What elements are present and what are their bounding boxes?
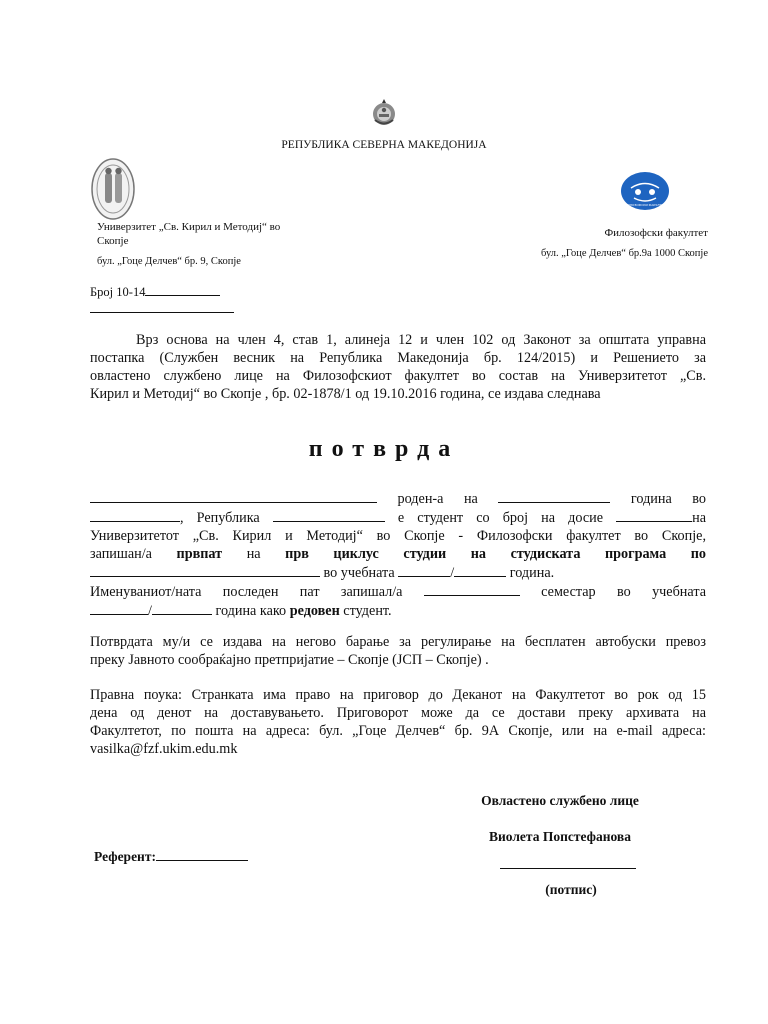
- intro-line: постапка (Службен весник на Република Македонија бр. 124/2015) и Решението за: [90, 350, 706, 366]
- cert-line-3: Универзитетот „Св. Кирил и Методиј“ во Скопје - Филозофски факултет во Скопје,: [90, 528, 706, 544]
- reference-label: Број 10-14: [90, 285, 146, 299]
- republic-blank: [273, 508, 385, 522]
- year-end-blank: [454, 563, 506, 577]
- purpose-line: Потврдата му/и се издава на негово барање за регулирање на бесплатен автобуски превоз: [90, 634, 706, 650]
- intro-line: овластено службено лице на Филозофскиот факултет во состав на Универзитетот „Св.: [90, 368, 706, 384]
- reference-date-blank: [90, 300, 234, 313]
- referent-blank: [156, 847, 248, 861]
- legal-line: дена од денот на доставувањето. Приговорот може да се достави преку архивата на: [90, 705, 706, 721]
- year-start-blank: [398, 563, 450, 577]
- svg-text:ФИЛОЗОФСКИ ФАКУЛТЕТ: ФИЛОЗОФСКИ ФАКУЛТЕТ: [624, 203, 666, 207]
- contact-email: vasilka@fzf.ukim.edu.mk: [90, 741, 238, 757]
- purpose-line: преку Јавното сообраќајно претпријатие – Скопје (ЈСП – Скопје) .: [90, 652, 489, 668]
- university-name: Универзитет „Св. Кирил и Методиј“ во Скопје: [97, 221, 281, 247]
- cert-line-5: во учебната / година.: [90, 563, 706, 582]
- academic-year-end-blank: [152, 601, 212, 615]
- document-title: потврда: [308, 436, 460, 462]
- signature-line: [500, 868, 636, 869]
- intro-paragraph: [90, 331, 706, 403]
- reference-number-blank: [145, 282, 220, 296]
- semester-blank: [424, 582, 520, 596]
- file-number-blank: [616, 508, 692, 522]
- reference-number: [90, 282, 220, 300]
- cert-line-1: роден-а на година во: [90, 489, 706, 508]
- birth-date-blank: [498, 489, 610, 503]
- birthplace-blank: [90, 508, 180, 522]
- study-program-blank: [90, 563, 320, 577]
- certificate-body: [90, 489, 706, 620]
- intro-line: Врз основа на член 4, став 1, алинеја 12 и член 102 од Законот за општата управна: [136, 332, 706, 348]
- cert-line-6: Именуваниот/ната последен пат запишал/а семестар во учебната: [90, 584, 706, 600]
- legal-line: Факултетот, по пошта на адреса: бул. „Гоце Делчев“ бр. 9А Скопје, или на e-mail адреса:: [90, 723, 706, 739]
- official-name: Виолета Попстефанова: [489, 829, 631, 844]
- cert-line-2: , Република е студент со број на досие на: [90, 508, 706, 527]
- cert-line-4: запишан/а првпат на прв циклус студии на студиската програма по: [90, 546, 707, 562]
- faculty-name: Филозофски факултет: [604, 227, 708, 239]
- university-seal-logo: [90, 157, 136, 221]
- cert-line-7: / година како редовен студент.: [90, 601, 706, 620]
- academic-year-start-blank: [90, 601, 148, 615]
- referent-field: [94, 847, 248, 865]
- country-name: РЕПУБЛИКА СЕВЕРНА МАКЕДОНИЈА: [281, 139, 487, 151]
- purpose-paragraph: [90, 633, 706, 669]
- intro-line: Кирил и Методиј“ во Скопје , бр. 02-1878/1 од 19.10.2016 година, се издава следнава: [90, 386, 601, 402]
- legal-notice: [90, 686, 706, 758]
- signature-label: (потпис): [545, 882, 597, 897]
- faculty-logo: [620, 171, 670, 211]
- coat-of-arms-emblem: [369, 96, 399, 128]
- official-title: Овластено службено лице: [481, 793, 639, 808]
- legal-line: Правна поука: Странката има право на приговор до Деканот на Факултетот во рок од 15: [90, 687, 706, 703]
- faculty-address: бул. „Гоце Делчев“ бр.9а 1000 Скопје: [541, 248, 708, 259]
- name-blank: [90, 489, 377, 503]
- university-address: бул. „Гоце Делчев“ бр. 9, Скопје: [97, 256, 241, 267]
- referent-label: Референт:: [94, 849, 156, 864]
